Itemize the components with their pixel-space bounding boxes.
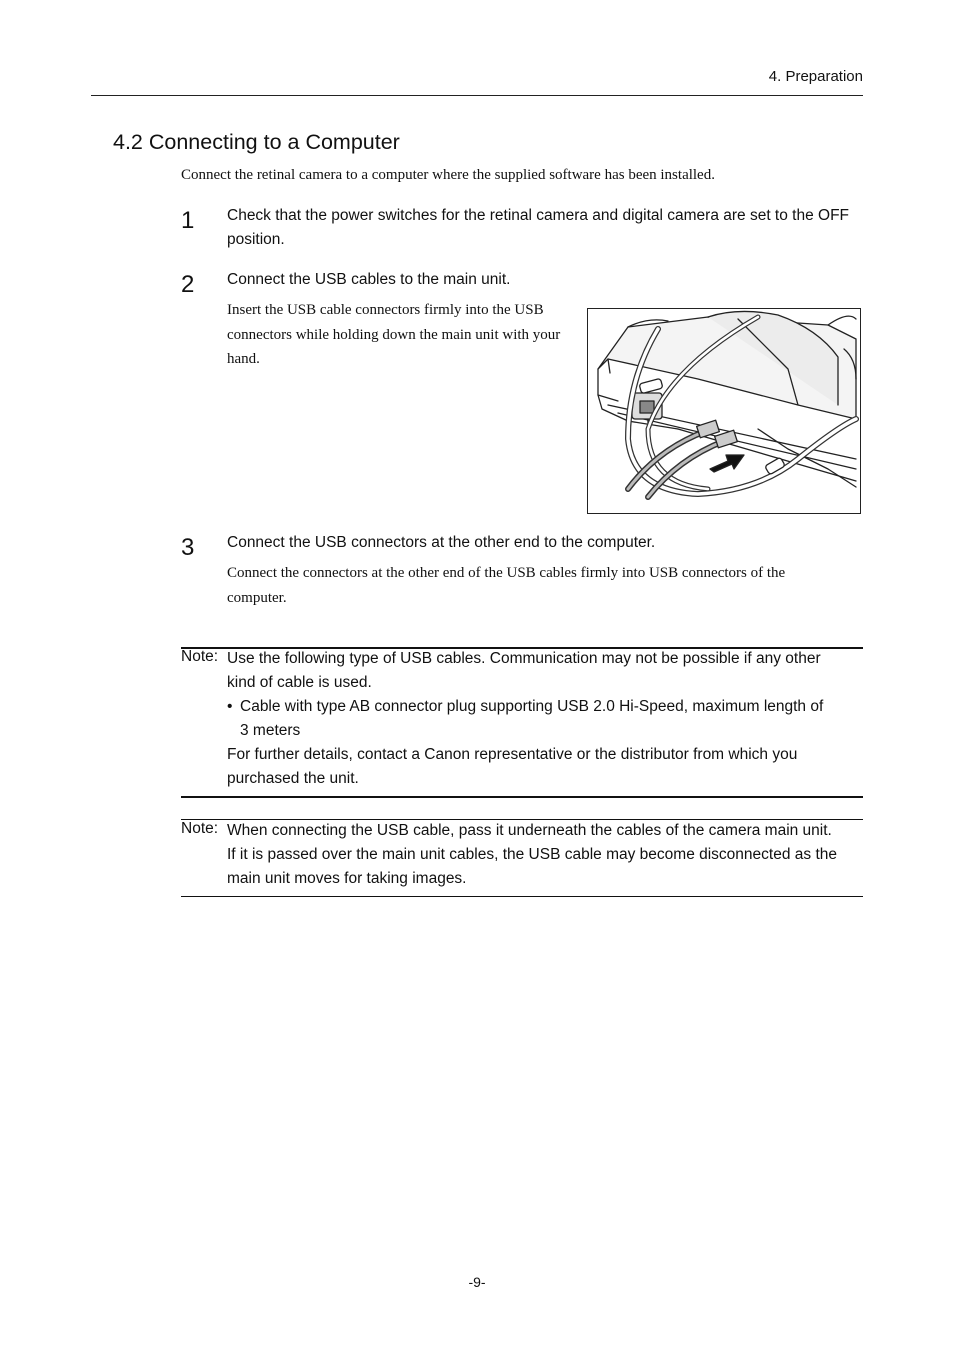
note-1-line-4: purchased the unit. (227, 770, 359, 787)
step-2-body-line-1: Insert the USB cable connectors firmly into the USB (227, 302, 544, 318)
step-1-number: 1 (181, 207, 195, 234)
note-1-line-1: Use the following type of USB cables. Communication may not be possible if any other (227, 650, 821, 667)
step-2-heading: Connect the USB cables to the main unit. (227, 271, 511, 288)
page-number: -9- (468, 1274, 486, 1290)
usb-connection-illustration-svg (588, 309, 860, 513)
bullet-icon: • (227, 698, 233, 715)
step-1-heading-line-2: position. (227, 231, 285, 248)
step-2-body-line-2: connectors while holding down the main unit with your (227, 327, 561, 343)
header-divider (91, 95, 863, 96)
step-2-number: 2 (181, 271, 195, 298)
note-2-label: Note: (181, 820, 219, 837)
step-1-heading-line-1: Check that the power switches for the retinal camera and digital camera are set to the OFF (227, 207, 850, 224)
step-2-body-line-3: hand. (227, 351, 260, 367)
section-title: 4.2 Connecting to a Computer (113, 130, 400, 154)
note-2-line-3: main unit moves for taking images. (227, 870, 467, 887)
note-1-bullet (227, 695, 863, 743)
step-3-heading: Connect the USB connectors at the other end to the computer. (227, 534, 656, 551)
note-1-bullet-line-2: 3 meters (240, 722, 301, 739)
note-1-bullet-line-1: Cable with type AB connector plug supporting USB 2.0 Hi-Speed, maximum length of (240, 698, 824, 715)
note-1-line-3: For further details, contact a Canon representative or the distributor from which you (227, 746, 798, 763)
note-1-line-2: kind of cable is used. (227, 674, 372, 691)
usb-connection-illustration (587, 308, 861, 514)
note-2-bottom-rule (181, 896, 863, 897)
step-3-number: 3 (181, 534, 195, 561)
section-intro: Connect the retinal camera to a computer where the supplied software has been installed. (181, 167, 715, 183)
step-3-body-line-1: Connect the connectors at the other end of the USB cables firmly into USB connectors of the (227, 565, 786, 581)
running-head: 4. Preparation (768, 68, 863, 85)
note-2-line-1: When connecting the USB cable, pass it underneath the cables of the camera main unit. (227, 822, 832, 839)
note-2-line-2: If it is passed over the main unit cables, the USB cable may become disconnected as the (227, 846, 837, 863)
step-3-body-line-2: computer. (227, 590, 287, 606)
note-1-bottom-rule (181, 796, 863, 798)
note-1-label: Note: (181, 648, 219, 665)
